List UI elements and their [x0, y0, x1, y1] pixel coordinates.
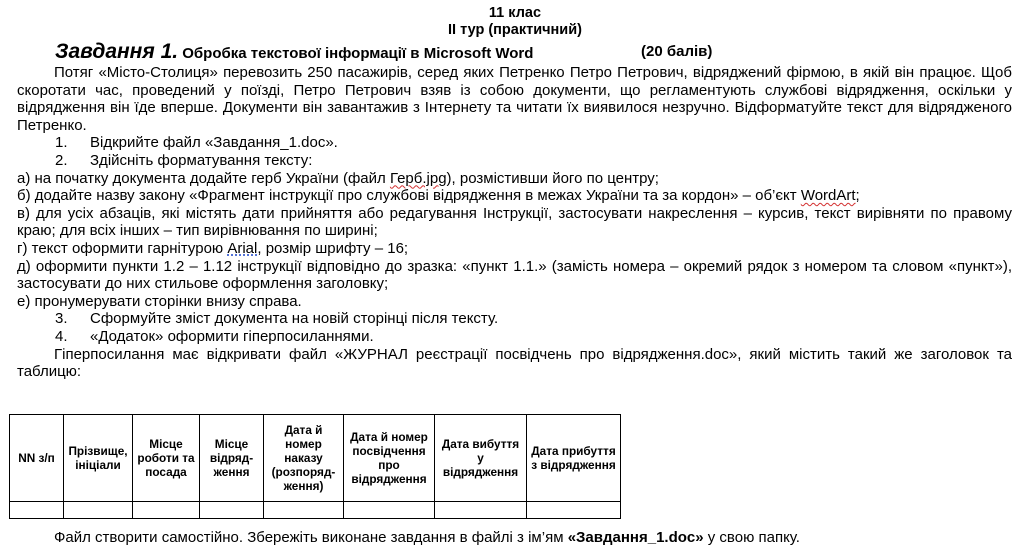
step-1: [0, 134, 1030, 152]
substep-a-end: ), розмістивши його по центру;: [446, 169, 659, 187]
table-cell: [527, 502, 621, 519]
task-title: [55, 40, 533, 64]
table-header-cell: Дата прибуття з відрядження: [527, 415, 621, 502]
task-title-line: [0, 40, 1030, 64]
substep-b-object: WordArt: [800, 187, 856, 205]
step-3-number: 3.: [55, 310, 68, 328]
table-header-cell: Дата й номер посвідчення про відрядження: [344, 415, 435, 502]
intro-paragraph: Потяг «Місто-Столиця» перевозить 250 пасажирів, серед яких Петренко Петро Петрович, відряджений фірмою, в якій він працює. Щоб скоротати час, проведений у поїзді, Петро Петрович взяв із собою документи, що регламентують службові відрядження, оскільки у відрядження він їде вперше. Документи він завантажив з Інтернету та читати їх виявилося незручно. Відформатуйте текст для відрядженого Петренко.: [17, 64, 1012, 134]
tour-heading: ІІ тур (практичний): [448, 22, 582, 38]
task-subtitle: Обробка текстової інформації в Microsoft Word: [178, 45, 534, 62]
hyperlink-paragraph: Гіперпосилання має відкривати файл «ЖУРНАЛ реєстрації посвідчень про відрядження.doc», який містить такий же заголовок та таблицю:: [17, 345, 1012, 381]
substep-a-file: Герб.jpg: [389, 169, 447, 187]
substep-d: д) оформити пункти 1.2 – 1.12 інструкції відповідно до зразка: «пункт 1.1.» (замість номера – окремий рядок з номером та словом «пункт»), застосувати до них стильове оформлення заголовку;: [17, 257, 1012, 293]
table-cell: [64, 502, 133, 519]
substep-v: в) для усіх абзаців, які містять дати прийняття або редагування Інструкції, застосувати накреслення – курсив, текст вирівняти по правому краю; для всіх інших – тип вирівнювання по ширині;: [17, 204, 1012, 240]
table-header-cell: Дата вибуття у відрядження: [435, 415, 527, 502]
step-3: [0, 310, 1030, 328]
substep-a: [0, 170, 1030, 188]
substep-b-text: б) додайте назву закону «Фрагмент інструкції про службові відрядження в межах України та за кордон» – об’єкт: [17, 187, 801, 205]
substep-b: [0, 187, 1030, 205]
table-cell: [10, 502, 64, 519]
substep-b-end: ;: [855, 187, 860, 205]
substep-g-text: г) текст оформити гарнітурою: [17, 239, 228, 257]
substep-g-end: , розмір шрифту – 16;: [257, 239, 409, 257]
step-1-text: Відкрийте файл «Завдання_1.doc».: [90, 134, 338, 152]
step-4: [0, 328, 1030, 346]
task-points: (20 балів): [641, 43, 713, 60]
step-4-number: 4.: [55, 327, 68, 345]
table-header-cell: Місце роботи та посада: [133, 415, 200, 502]
substep-a-text: а) на початку документа додайте герб України (файл: [17, 169, 390, 187]
table-header-cell: Місце відряд-ження: [200, 415, 264, 502]
task-body: [0, 64, 1030, 381]
closing-text: Файл створити самостійно. Збережіть виконане завдання в файлі з ім’ям: [54, 529, 568, 546]
table-cell: [435, 502, 527, 519]
table-cell: [200, 502, 264, 519]
table-header-cell: Прізвище, ініціали: [64, 415, 133, 502]
table-header-cell: Дата й номер наказу (розпоряд-ження): [264, 415, 344, 502]
table-header-cell: NN з/п: [10, 415, 64, 502]
table-cell: [344, 502, 435, 519]
class-heading: 11 клас: [488, 5, 542, 21]
step-2-number: 2.: [55, 151, 68, 169]
step-2-text: Здійсніть форматування тексту:: [90, 151, 313, 169]
step-2: [0, 152, 1030, 170]
table-row: [10, 502, 621, 519]
substep-g-font: Arial: [227, 239, 258, 257]
table-cell: [264, 502, 344, 519]
task-number: Завдання 1.: [55, 40, 179, 63]
closing-line: [17, 529, 800, 546]
closing-filename: «Завдання_1.doc»: [567, 529, 704, 546]
registration-table: [9, 414, 621, 519]
table-cell: [133, 502, 200, 519]
closing-text-end: у свою папку.: [703, 529, 800, 546]
step-1-number: 1.: [55, 134, 68, 152]
step-4-text: «Додаток» оформити гіперпосиланнями.: [90, 327, 374, 345]
substep-e: е) пронумерувати сторінки внизу справа.: [17, 292, 302, 310]
step-3-text: Сформуйте зміст документа на новій сторінці після тексту.: [90, 310, 499, 328]
table-header-row: [10, 415, 621, 502]
substep-g: [0, 240, 1030, 258]
